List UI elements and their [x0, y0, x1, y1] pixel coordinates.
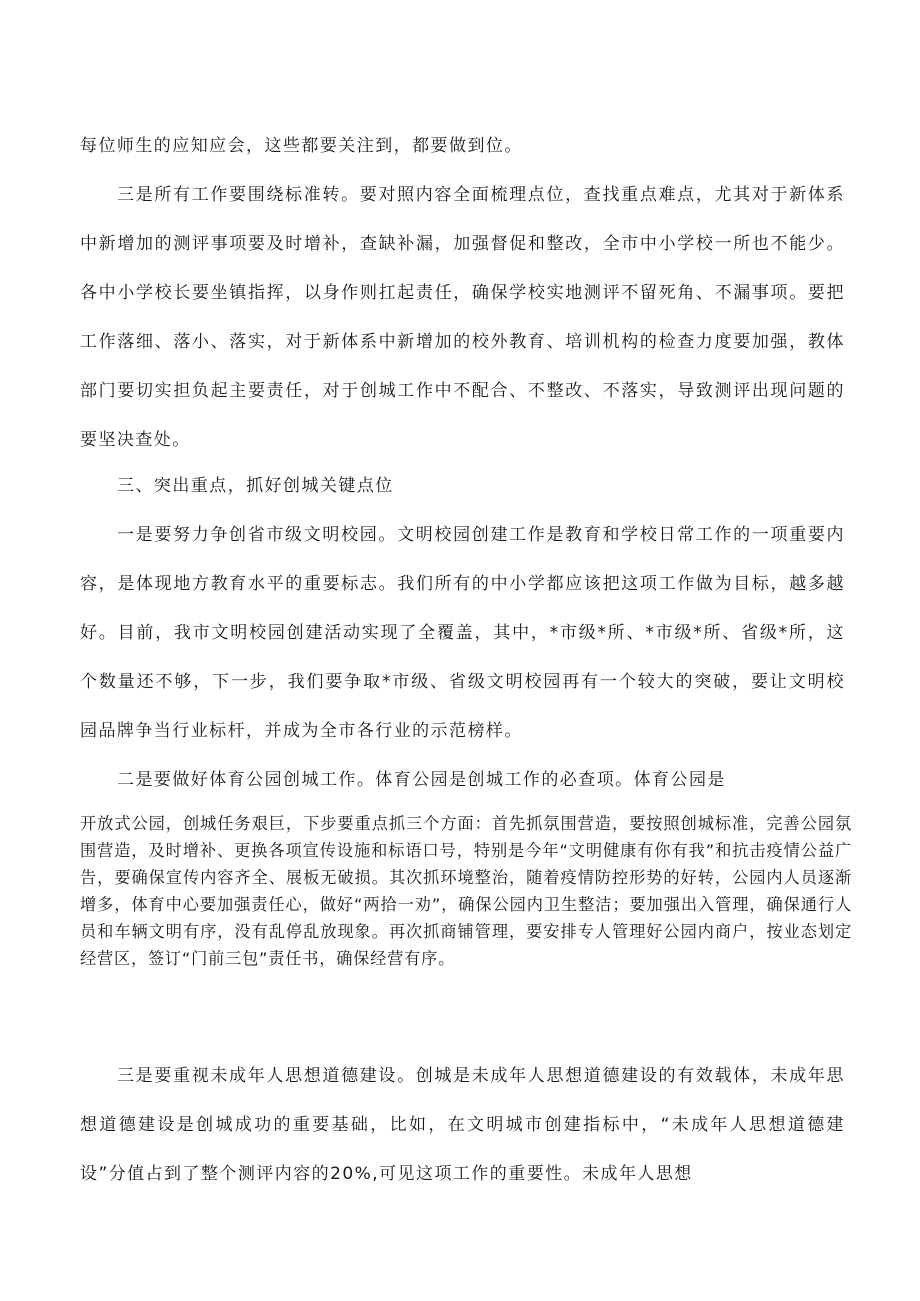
paragraph-sports-park-detail: 开放式公园，创城任务艰巨，下步要重点抓三个方面：首先抓氛围营造，要按照创城标准，完善公园氛围营造，及时增补、更换各项宣传设施和标语口号，特别是今年“文明健康有你有我”和抗击疫情公益广告，要确保宣传内容齐全、展板无破损。其次抓环境整治，随着疫情防控形势的好转，公园内人员逐渐增多，体育中心要加强责任心，做好“两拾一劝”，确保公园内卫生整洁；要加强出入管理，确保通行人员和车辆文明有序，没有乱停乱放现象。再次抓商铺管理，要安排专人管理好公园内商户，按业态划定经营区，签订“门前三包”责任书，确保经营有序。: [80, 814, 852, 968]
section-heading: 三、突出重点，抓好创城关键点位: [117, 476, 394, 496]
paragraph-civilized-campus: 一是要努力争创省市级文明校园。文明校园创建工作是教育和学校日常工作的一项重要内容，是体现地方教育水平的重要标志。我们所有的中小学都应该把这项工作做为目标，越多越好。目前，我市文明校园创建活动实现了全覆盖，其中，*市级*所、*市级*所、省级*所，这个数量还不够，下一步，我们要争取*市级、省级文明校园再有一个较大的突破，要让文明校园品牌争当行业标杆，并成为全市各行业的示范榜样。: [80, 525, 845, 741]
paragraph-continuation: 每位师生的应知应会，这些都要关注到，都要做到位。: [80, 136, 523, 156]
paragraph-sports-park-intro: 二是要做好体育公园创城工作。体育公园是创城工作的必查项。体育公园是: [117, 770, 726, 790]
paragraph-minors-morality: 三是要重视未成年人思想道德建设。创城是未成年人思想道德建设的有效载体，未成年思想道德建设是创城成功的重要基础，比如，在文明城市创建指标中，“未成年人思想道德建设”分值占到了整个测评内容的20%,可见这项工作的重要性。未成年人思想: [80, 1066, 845, 1184]
paragraph-standards: 三是所有工作要围绕标准转。要对照内容全面梳理点位，查找重点难点，尤其对于新体系中新增加的测评事项要及时增补，查缺补漏，加强督促和整改，全市中小学校一所也不能少。各中小学校长要坐镇指挥，以身作则扛起责任，确保学校实地测评不留死角、不漏事项。要把工作落细、落小、落实，对于新体系中新增加的校外教育、培训机构的检查力度要加强，教体部门要切实担负起主要责任，对于创城工作中不配合、不整改、不落实，导致测评出现问题的要坚决查处。: [80, 185, 845, 450]
